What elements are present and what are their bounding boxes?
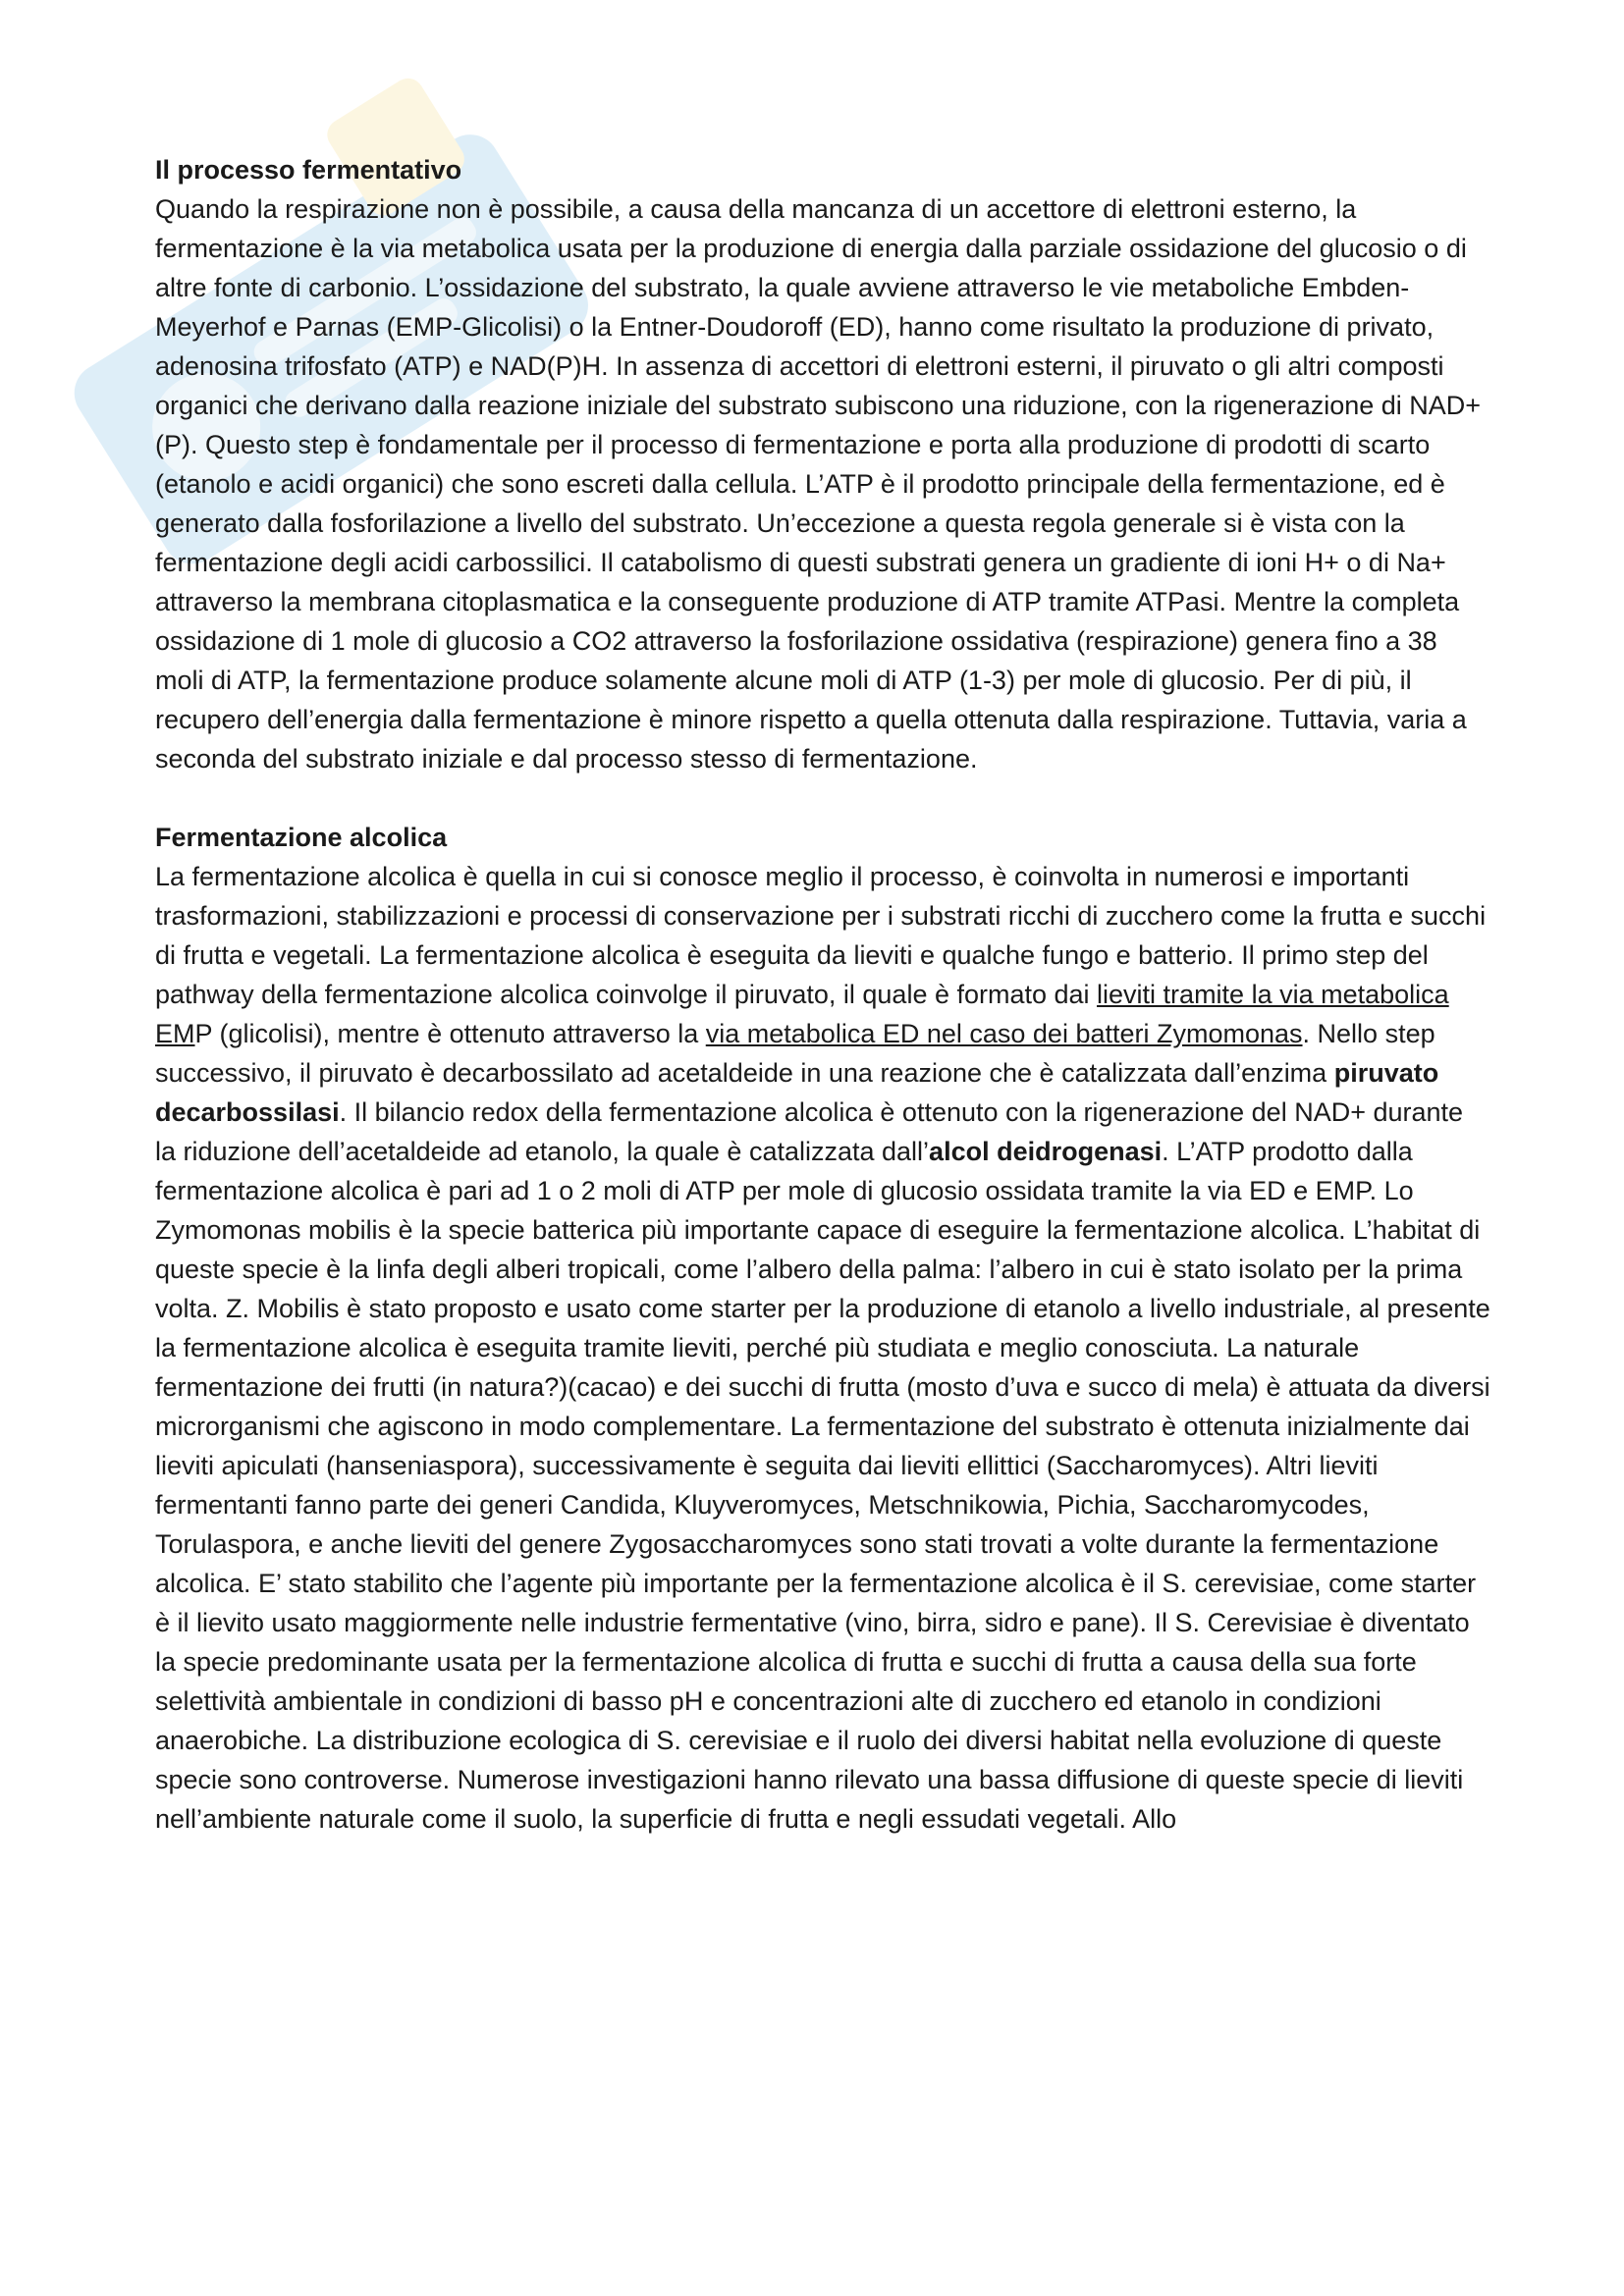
section-paragraph bbox=[155, 857, 1490, 1839]
section-fermentazione-alcolica bbox=[155, 818, 1490, 1839]
underlined-text: via metabolica ED nel caso dei batteri Zymomonas bbox=[705, 1019, 1303, 1048]
section-processo-fermentativo bbox=[155, 150, 1490, 778]
bold-term: alcol deidrogenasi bbox=[929, 1137, 1163, 1166]
underlined-text: lieviti tramite la via metabolica EM bbox=[155, 980, 1449, 1048]
document-page bbox=[155, 150, 1490, 1839]
paragraph-text: . L’ATP prodotto dalla fermentazione alcolica è pari ad 1 o 2 moli di ATP per mole di glucosio ossidata tramite la via ED e EMP. Lo Zymomonas mobilis è la specie batterica più importante capace di eseguire la fermentazione alcolica. L’habitat di queste specie è la linfa degli alberi tropicali, come l’albero della palma: l’albero in cui è stato isolato per la prima volta. Z. Mobilis è stato proposto e usato come starter per la produzione di etanolo a livello industriale, al presente la fermentazione alcolica è eseguita tramite lieviti, perché più studiata e meglio conosciuta. La naturale fermentazione dei frutti (in natura?)(cacao) e dei succhi di frutta (mosto d’uva e succo di mela) è attuata da diversi microrganismi che agiscono in modo complementare. La fermentazione del substrato è ottenuta inizialmente dai lieviti apiculati (hanseniaspora), successivamente è seguita dai lieviti ellittici (Saccharomyces). Altri lieviti fermentanti fanno parte dei generi Candida, Kluyveromyces, Metschnikowia, Pichia, Saccharomycodes, Torulaspora, e anche lieviti del genere Zygosaccharomyces sono stati trovati a volte durante la fermentazione alcolica. E’ stato stabilito che l’agente più importante per la fermentazione alcolica è il S. cerevisiae, come starter è il lievito usato maggiormente nelle industrie fermentative (vino, birra, sidro e pane). Il S. Cerevisiae è diventato la specie predominante usata per la fermentazione alcolica di frutta e succhi di frutta a causa della sua forte selettività ambientale in condizioni di basso pH e concentrazioni alte di zucchero ed etanolo in condizioni anaerobiche. La distribuzione ecologica di S. cerevisiae e il ruolo dei diversi habitat nella evoluzione di queste specie sono controverse. Numerose investigazioni hanno rilevato una bassa diffusione di queste specie di lieviti nell’ambiente naturale come il suolo, la superficie di frutta e negli essudati vegetali. Allo bbox=[155, 1137, 1490, 1834]
paragraph-text: . Il bilancio redox della fermentazione alcolica è ottenuto con la rigenerazione del NAD+ durante la riduzione dell’acetaldeide ad etanolo, la quale è catalizzata dall’ bbox=[155, 1097, 1464, 1166]
paragraph-text: P (glicolisi), mentre è ottenuto attraverso la bbox=[194, 1019, 706, 1048]
section-title: Fermentazione alcolica bbox=[155, 823, 448, 852]
section-title: Il processo fermentativo bbox=[155, 155, 462, 185]
paragraph-text: . Nello step successivo, il piruvato è decarbossilato ad acetaldeide in una reazione che è catalizzata dall’enzima bbox=[155, 1019, 1435, 1088]
bold-term: piruvato decarbossilasi bbox=[155, 1058, 1439, 1127]
section-paragraph: Quando la respirazione non è possibile, a causa della mancanza di un accettore di elettroni esterno, la fermentazione è la via metabolica usata per la produzione di energia dalla parziale ossidazione del glucosio o di altre fonte di carbonio. L’ossidazione del substrato, la quale avviene attraverso le vie metaboliche Embden-Meyerhof e Parnas (EMP-Glicolisi) o la Entner-Doudoroff (ED), hanno come risultato la produzione di privato, adenosina trifosfato (ATP) e NAD(P)H. In assenza di accettori di elettroni esterni, il piruvato o gli altri composti organici che derivano dalla reazione iniziale del substrato subiscono una riduzione, con la rigenerazione di NAD+ (P). Questo step è fondamentale per il processo di fermentazione e porta alla produzione di prodotti di scarto (etanolo e acidi organici) che sono escreti dalla cellula. L’ATP è il prodotto principale della fermentazione, ed è generato dalla fosforilazione a livello del substrato. Un’eccezione a questa regola generale si è vista con la fermentazione degli acidi carbossilici. Il catabolismo di questi substrati genera un gradiente di ioni H+ o di Na+ attraverso la membrana citoplasmatica e la conseguente produzione di ATP tramite ATPasi. Mentre la completa ossidazione di 1 mole di glucosio a CO2 attraverso la fosforilazione ossidativa (respirazione) genera fino a 38 moli di ATP, la fermentazione produce solamente alcune moli di ATP (1-3) per mole di glucosio. Per di più, il recupero dell’energia dalla fermentazione è minore rispetto a quella ottenuta dalla respirazione. Tuttavia, varia a seconda del substrato iniziale e dal processo stesso di fermentazione. bbox=[155, 194, 1482, 774]
paragraph-text: La fermentazione alcolica è quella in cui si conosce meglio il processo, è coinvolta in numerosi e importanti trasformazioni, stabilizzazioni e processi di conservazione per i substrati ricchi di zucchero come la frutta e succhi di frutta e vegetali. La fermentazione alcolica è eseguita da lieviti e qualche fungo e batterio. Il primo step del pathway della fermentazione alcolica coinvolge il piruvato, il quale è formato dai bbox=[155, 862, 1487, 1009]
